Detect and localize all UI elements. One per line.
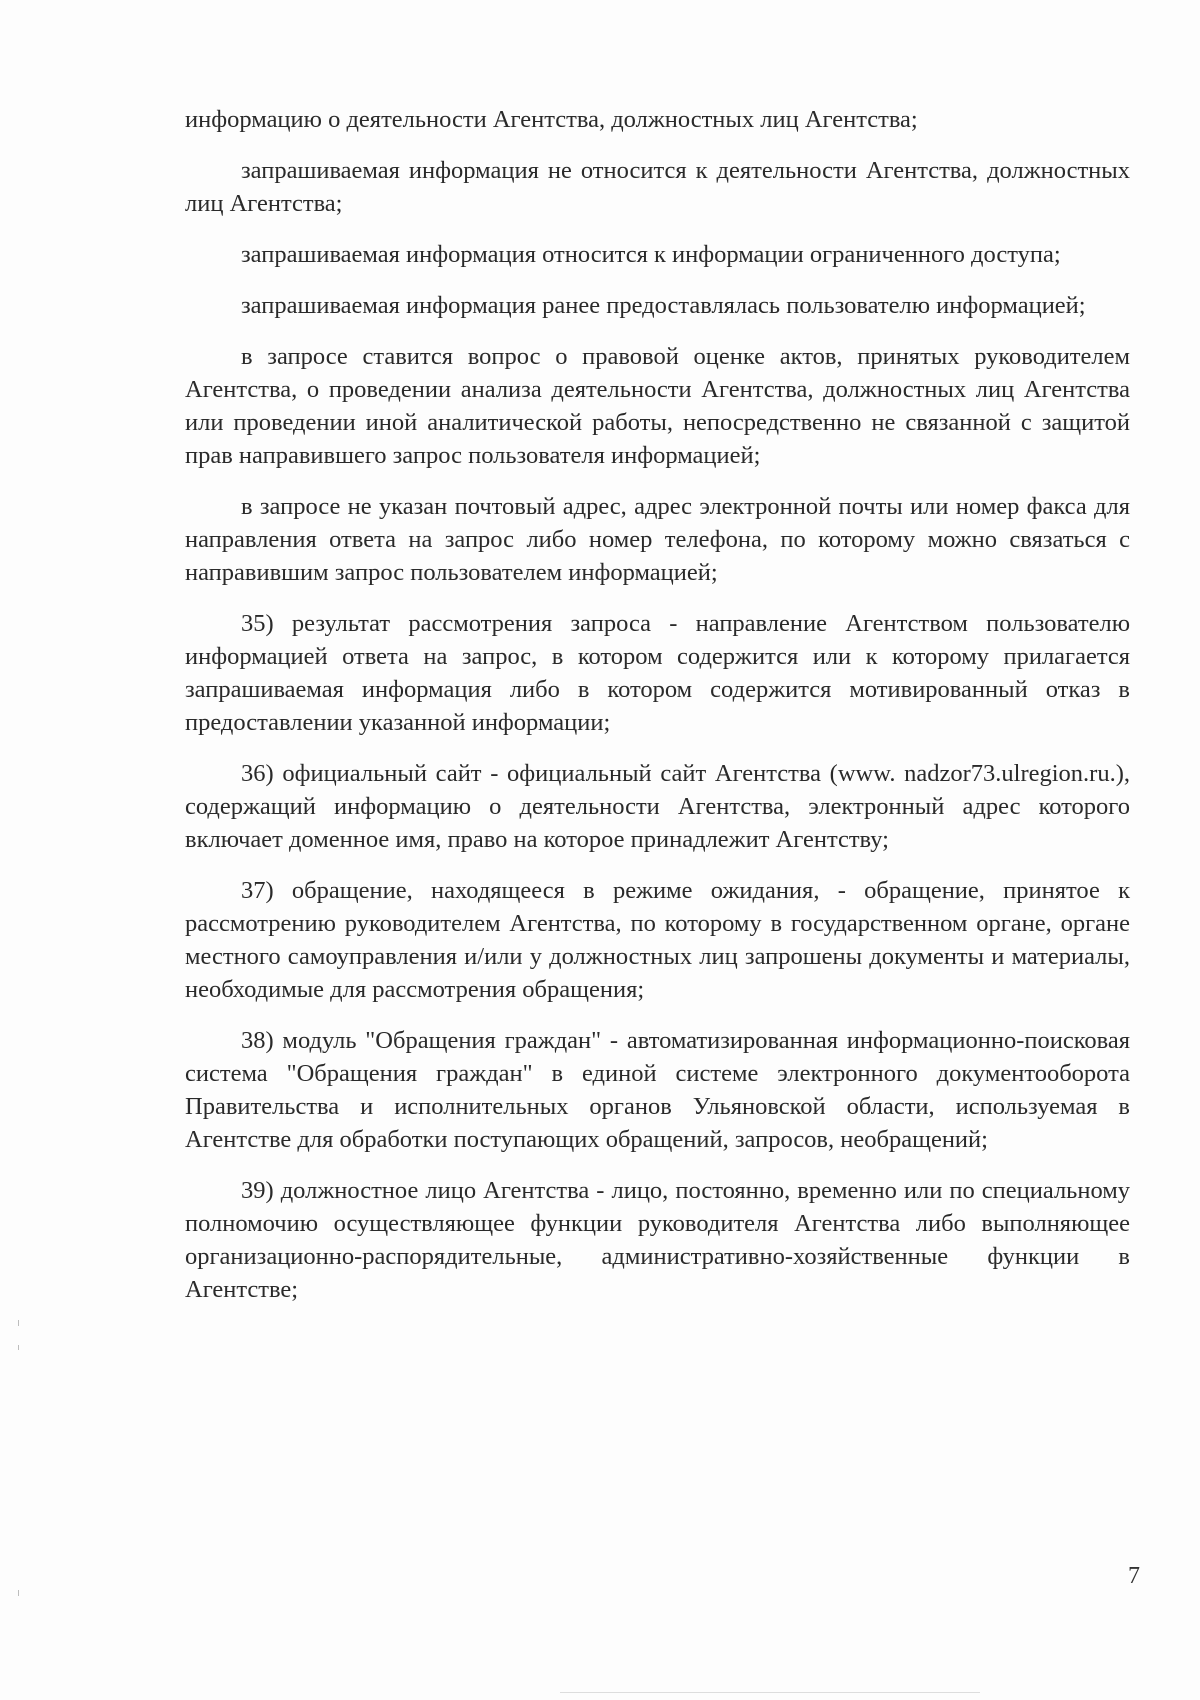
scan-artifact xyxy=(18,1320,19,1326)
paragraph: запрашиваемая информация не относится к деятельности Агентства, должностных лиц Агентства; xyxy=(185,157,1130,217)
paragraph: 38) модуль "Обращения граждан" - автоматизированная информационно-поисковая система "Обращения граждан" в единой системе электронного документооборота Правительства и исполнительных органов Ульяновской области, используемая в Агентстве для обработки поступающих обращений, запросов, необращений; xyxy=(185,1027,1130,1153)
scan-artifact xyxy=(18,1345,19,1350)
paragraph: в запросе ставится вопрос о правовой оценке актов, принятых руководителем Агентства, о проведении анализа деятельности Агентства, должностных лиц Агентства или проведении иной аналитической работы, непосредственно не связанной с защитой прав направившего запрос пользователя информацией; xyxy=(185,343,1130,469)
paragraph: 39) должностное лицо Агентства - лицо, постоянно, временно или по специальному полномочию осуществляющее функции руководителя Агентства либо выполняющее организационно-распорядительные, административно-хозяйственные функции в Агентстве; xyxy=(185,1177,1130,1303)
paragraph: 35) результат рассмотрения запроса - направление Агентством пользователю информацией ответа на запрос, в котором содержится или к которому прилагается запрашиваемая информация либо в котором содержится мотивированный отказ в предоставлении указанной информации; xyxy=(185,610,1130,736)
paragraph: 36) официальный сайт - официальный сайт Агентства (www. nadzor73.ulregion.ru.), содержащий информацию о деятельности Агентства, электронный адрес которого включает доменное имя, право на которое принадлежит Агентству; xyxy=(185,760,1130,853)
page-number: 7 xyxy=(1128,1563,1140,1589)
paragraph: информацию о деятельности Агентства, должностных лиц Агентства; xyxy=(185,106,918,133)
paragraph: 37) обращение, находящееся в режиме ожидания, - обращение, принятое к рассмотрению руководителем Агентства, по которому в государственном органе, органе местного самоуправления и/или у должностных лиц запрошены документы и материалы, необходимые для рассмотрения обращения; xyxy=(185,877,1130,1003)
paragraph: в запросе не указан почтовый адрес, адрес электронной почты или номер факса для направления ответа на запрос либо номер телефона, по которому можно связаться с направившим запрос пользователем информацией; xyxy=(185,493,1130,586)
document-body xyxy=(185,103,1130,1324)
scan-artifact xyxy=(560,1692,980,1693)
paragraph: запрашиваемая информация ранее предоставлялась пользователю информацией; xyxy=(241,292,1086,319)
scan-artifact xyxy=(18,1590,19,1596)
paragraph: запрашиваемая информация относится к информации ограниченного доступа; xyxy=(241,241,1061,268)
